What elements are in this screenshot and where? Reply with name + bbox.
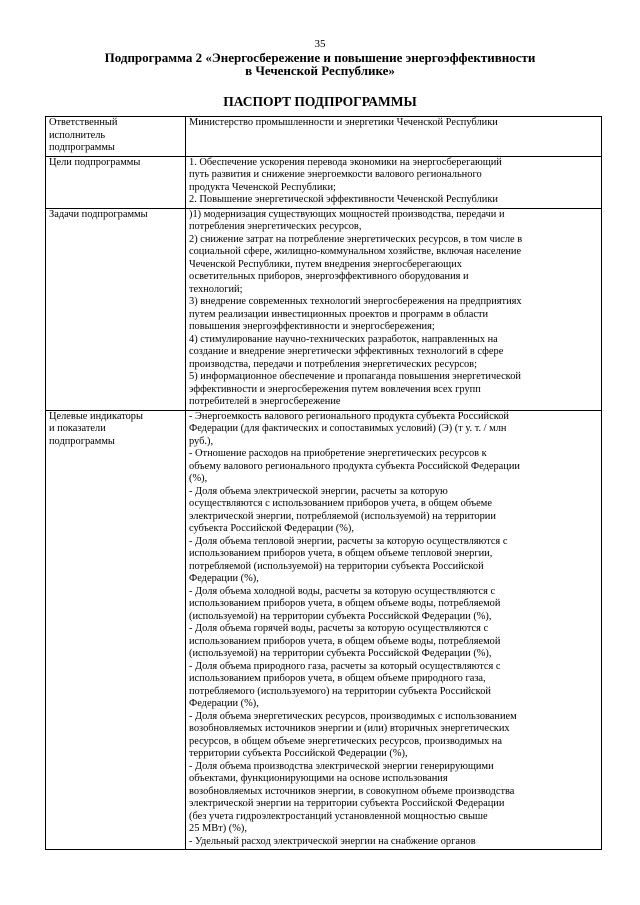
passport-row-value	[186, 117, 602, 157]
value-line: ресурсов, в общем объеме энергетических ресурсов, производимых на	[189, 735, 502, 747]
passport-row-value	[186, 156, 602, 208]
value-line: )1) модернизация существующих мощностей производства, передачи и	[189, 208, 505, 220]
label-line: Задачи подпрограммы	[49, 208, 148, 220]
passport-row-subprogram-tasks	[46, 208, 602, 410]
value-line: Федерации (%),	[189, 698, 259, 709]
value-line: - Удельный расход электрической энергии на снабжение органов	[189, 835, 476, 847]
value-line: 1. Обеспечение ускорения перевода экономики на энергосберегающий	[189, 156, 502, 168]
value-line: производства, передачи и потребления энергетических ресурсов;	[189, 358, 477, 370]
value-line: электрической энергии на территории субъекта Российской Федерации	[189, 798, 505, 809]
value-line: Министерство промышленности и энергетики Чеченской Республики	[189, 117, 498, 128]
passport-row-value	[186, 410, 602, 850]
value-line: продукта Чеченской Республики;	[189, 181, 336, 193]
value-line: - Доля объема тепловой энергии, расчеты за которую осуществляются с	[189, 535, 508, 547]
value-line: - Доля объема производства электрической энергии генерирующими	[189, 760, 494, 772]
passport-table	[45, 116, 602, 850]
label-line: Ответственный	[49, 117, 118, 128]
passport-row-target-indicators	[46, 410, 602, 850]
value-line: потребляемой (используемой) на территории субъекта Российской	[189, 560, 484, 572]
value-line: - Доля объема электрической энергии, расчеты за которую	[189, 485, 448, 497]
value-line: осветительных приборов, энергоэффективного оборудования и	[189, 271, 469, 282]
value-line: Федерации (%),	[189, 573, 259, 584]
value-line: потребления энергетических ресурсов,	[189, 221, 362, 232]
value-line: путь развития и снижение энергоемкости валового регионального	[189, 169, 482, 180]
value-line: осуществляются с использованием приборов учета, в общем объеме	[189, 498, 492, 509]
value-line: технологий;	[189, 283, 243, 295]
value-line: - Доля объема природного газа, расчеты за который осуществляются с	[189, 660, 501, 672]
value-line: - Энергоемкость валового регионального продукта субъекта Российской	[189, 410, 509, 422]
passport-row-subprogram-goals	[46, 156, 602, 208]
passport-row-label	[46, 156, 186, 208]
value-line: использованием приборов учета, в общем объеме воды, потребляемой	[189, 598, 501, 609]
subprogram-title	[40, 51, 600, 77]
passport-row-label	[46, 410, 186, 850]
label-line: и показатели	[49, 423, 106, 434]
value-line: Федерации (для фактических и сопоставимых условий) (Э) (т у. т. / млн	[189, 423, 507, 434]
value-line: создание и внедрение энергетически эффективных технологий в сфере	[189, 346, 504, 357]
value-line: электрической энергии, потребляемой (используемой) на территории	[189, 510, 496, 522]
value-line: 2) снижение затрат на потребление энергетических ресурсов, в том числе в	[189, 233, 523, 245]
passport-row-value	[186, 208, 602, 410]
value-line: - Отношение расходов на приобретение энергетических ресурсов к	[189, 448, 487, 459]
value-line: повышения энергоэффективности и энергосбережения;	[189, 321, 435, 332]
value-line: - Доля объема горячей воды, расчеты за которую осуществляются с	[189, 623, 489, 634]
value-line: - Доля объема холодной воды, расчеты за которую осуществляются с	[189, 585, 496, 597]
page-number: 35	[314, 38, 326, 50]
value-line: использованием приборов учета, в общем объеме тепловой энергии,	[189, 548, 493, 559]
passport-row-responsible-executor	[46, 117, 602, 157]
label-line: исполнитель	[49, 129, 106, 141]
subprogram-title-line-2: в Чеченской Республике»	[245, 63, 395, 78]
value-line: использованием приборов учета, в общем объеме воды, потребляемой	[189, 635, 501, 647]
value-line: - Доля объема энергетических ресурсов, производимых с использованием	[189, 710, 517, 722]
label-line: Целевые индикаторы	[49, 410, 143, 422]
label-line: Цели подпрограммы	[49, 156, 141, 168]
passport-heading: ПАСПОРТ ПОДПРОГРАММЫ	[223, 94, 417, 109]
value-line: (используемой) на территории субъекта Российской Федерации (%),	[189, 610, 492, 622]
value-line: (используемой) на территории субъекта Российской Федерации (%),	[189, 648, 492, 659]
value-line: руб.),	[189, 435, 214, 447]
value-line: (%),	[189, 473, 208, 484]
value-line: 4) стимулирование научно-технических разработок, направленных на	[189, 333, 498, 345]
value-line: возобновляемых источников энергии и (или) вторичных энергетических	[189, 723, 510, 734]
value-line: путем реализации инвестиционных проектов и программ в области	[189, 308, 489, 320]
value-line: (без учета гидроэлектростанций установленной мощностью свыше	[189, 810, 488, 822]
value-line: возобновляемых источников энергии, в совокупном объеме производства	[189, 785, 515, 797]
value-line: 25 МВт) (%),	[189, 823, 247, 834]
label-line: подпрограммы	[49, 435, 115, 447]
label-line: подпрограммы	[49, 142, 115, 153]
passport-row-label	[46, 208, 186, 410]
value-line: объектами, функционирующими на основе использования	[189, 773, 448, 784]
value-line: использованием приборов учета, в общем объеме природного газа,	[189, 673, 486, 684]
subprogram-title-line-1: Подпрограмма 2 «Энергосбережение и повышение энергоэффективности	[104, 50, 536, 65]
value-line: социальной сфере, жилищно-коммунальном хозяйстве, включая население	[189, 246, 522, 257]
value-line: 3) внедрение современных технологий энергосбережения на предприятиях	[189, 296, 522, 307]
value-line: территории субъекта Российской Федерации (%),	[189, 748, 408, 759]
value-line: потребителей в энергосбережение	[189, 396, 341, 407]
value-line: объему валового регионального продукта субъекта Российской Федерации	[189, 460, 520, 472]
value-line: эффективности и энергосбережения путем вовлечения всех групп	[189, 383, 481, 395]
value-line: 2. Повышение энергетической эффективности Чеченской Республики	[189, 194, 498, 205]
value-line: потребляемого (используемого) на территории субъекта Российской	[189, 685, 491, 697]
value-line: 5) информационное обеспечение и пропаганда повышения энергетической	[189, 371, 521, 382]
value-line: Чеченской Республики, путем внедрения энергосберегающих	[189, 258, 462, 270]
passport-row-label	[46, 117, 186, 157]
value-line: субъекта Российской Федерации (%),	[189, 523, 354, 534]
